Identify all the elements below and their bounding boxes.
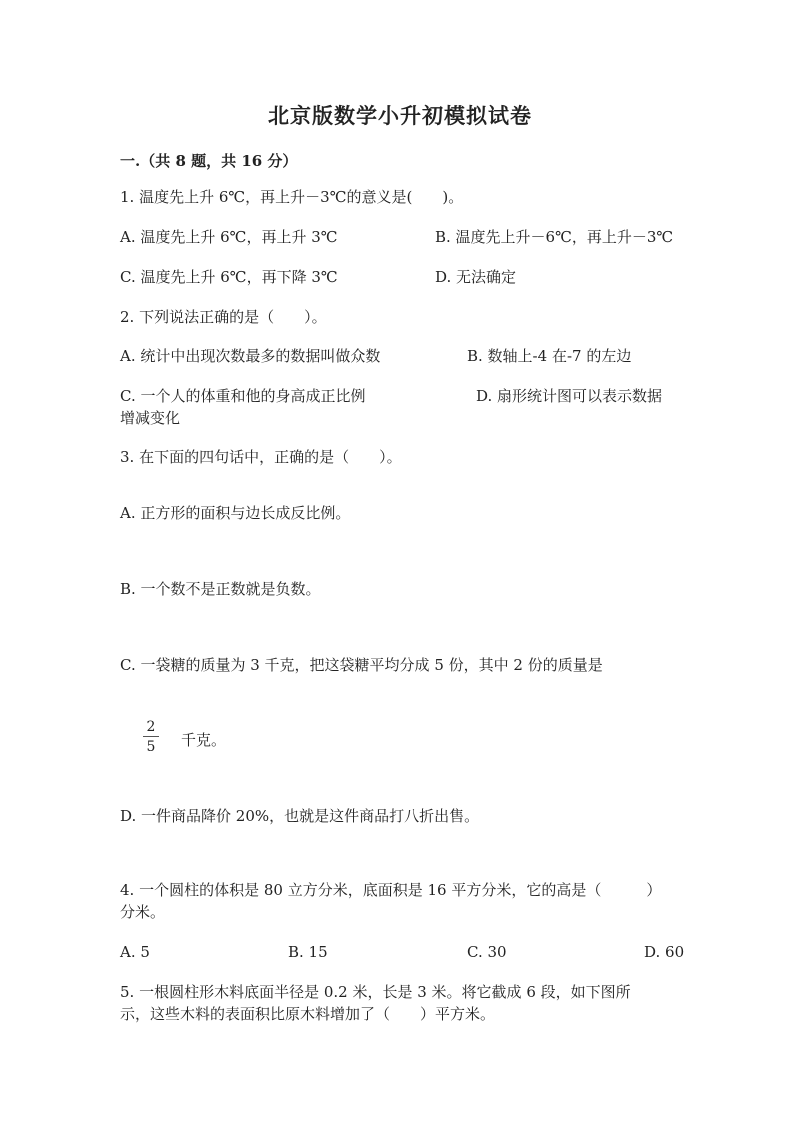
question-3-option-b: B. 一个数不是正数就是负数。 xyxy=(120,580,321,598)
question-3-option-c-continued: 千克。 xyxy=(181,731,227,749)
question-1-option-a: A. 温度先上升 6℃，再上升 3℃ xyxy=(120,228,338,246)
question-3-option-a: A. 正方形的面积与边长成反比例。 xyxy=(120,504,351,522)
fraction-bar xyxy=(143,736,159,737)
section-heading: 一.（共 8 题，共 16 分） xyxy=(120,152,298,170)
question-3-option-d: D. 一件商品降价 20%，也就是这件商品打八折出售。 xyxy=(120,807,480,825)
question-1-stem: 1. 温度先上升 6℃，再上升－3℃的意义是( )。 xyxy=(120,188,464,206)
question-5-stem-continued: 示，这些木料的表面积比原木料增加了（ ）平方米。 xyxy=(120,1005,496,1023)
question-2-option-d-continued: 增减变化 xyxy=(120,409,181,427)
question-2-stem: 2. 下列说法正确的是（ ）。 xyxy=(120,308,327,326)
question-4-option-c: C. 30 xyxy=(467,943,507,961)
fraction-denominator: 5 xyxy=(146,739,156,755)
exam-title: 北京版数学小升初模拟试卷 xyxy=(268,103,532,128)
question-2-option-d: D. 扇形统计图可以表示数据 xyxy=(476,387,663,405)
question-1-option-b: B. 温度先上升－6℃，再上升－3℃ xyxy=(435,228,674,246)
question-1-option-d: D. 无法确定 xyxy=(435,268,517,286)
question-2-option-a: A. 统计中出现次数最多的数据叫做众数 xyxy=(120,347,381,365)
question-1-option-c: C. 温度先上升 6℃，再下降 3℃ xyxy=(120,268,338,286)
question-4-stem: 4. 一个圆柱的体积是 80 立方分米，底面积是 16 平方分米，它的高是（ ） xyxy=(120,881,662,899)
fraction-two-fifths xyxy=(143,719,159,755)
question-3-stem: 3. 在下面的四句话中，正确的是（ ）。 xyxy=(120,448,402,466)
question-2-option-b: B. 数轴上-4 在-7 的左边 xyxy=(467,347,632,365)
question-4-stem-continued: 分米。 xyxy=(120,903,166,921)
question-4-option-b: B. 15 xyxy=(288,943,328,961)
question-3-option-c: C. 一袋糖的质量为 3 千克，把这袋糖平均分成 5 份，其中 2 份的质量是 xyxy=(120,656,603,674)
fraction-numerator: 2 xyxy=(146,719,156,735)
question-5-stem: 5. 一根圆柱形木料底面半径是 0.2 米，长是 3 米。将它截成 6 段，如下图所 xyxy=(120,983,631,1001)
question-4-option-a: A. 5 xyxy=(120,943,150,961)
question-4-option-d: D. 60 xyxy=(644,943,685,961)
question-2-option-c: C. 一个人的体重和他的身高成正比例 xyxy=(120,387,366,405)
